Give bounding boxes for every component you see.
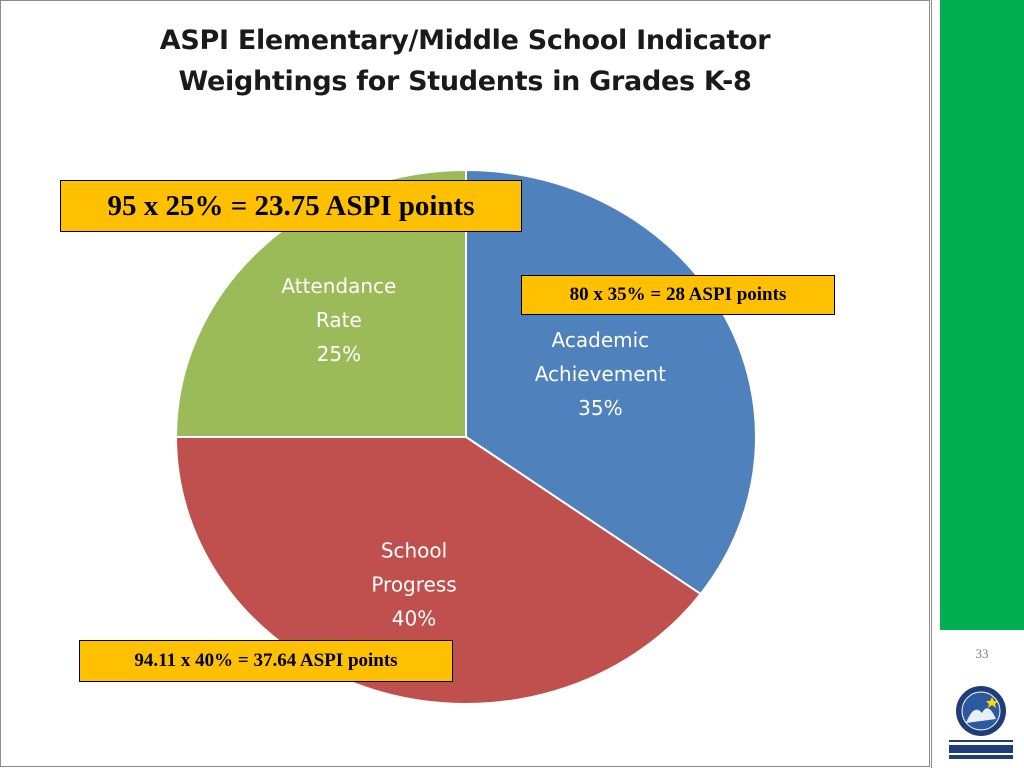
pie-slice-label-1-line-0: School: [380, 538, 448, 563]
pie-slice-label-1-line-1: Progress: [371, 572, 457, 597]
callout-progress-points: 94.11 x 40% = 37.64 ASPI points: [79, 640, 453, 682]
page-number: 33: [975, 646, 989, 661]
callout-attendance-points: 95 x 25% = 23.75 ASPI points: [60, 180, 522, 232]
pie-slice-label-2-line-0: Attendance: [281, 273, 397, 298]
pie-slice-label-0-line-0: Academic: [551, 327, 650, 352]
chart-title-line-1: ASPI Elementary/Middle School Indicator: [159, 25, 771, 56]
callout-academic-points: 80 x 35% = 28 ASPI points: [521, 275, 835, 315]
accent-sidebar-bar: [940, 0, 1024, 630]
pie-slice-label-2-line-1: Rate: [315, 307, 362, 332]
alaska-education-seal-icon: [944, 683, 1018, 763]
chart-title-line-2: Weightings for Students in Grades K-8: [178, 66, 752, 97]
pie-slice-label-1-line-2: 40%: [391, 606, 437, 631]
pie-slice-label-0-line-2: 35%: [578, 395, 623, 420]
sidebar-divider: [931, 0, 932, 768]
pie-slice-label-2-line-2: 25%: [316, 341, 362, 366]
pie-slice-label-0-line-1: Achievement: [534, 361, 667, 386]
